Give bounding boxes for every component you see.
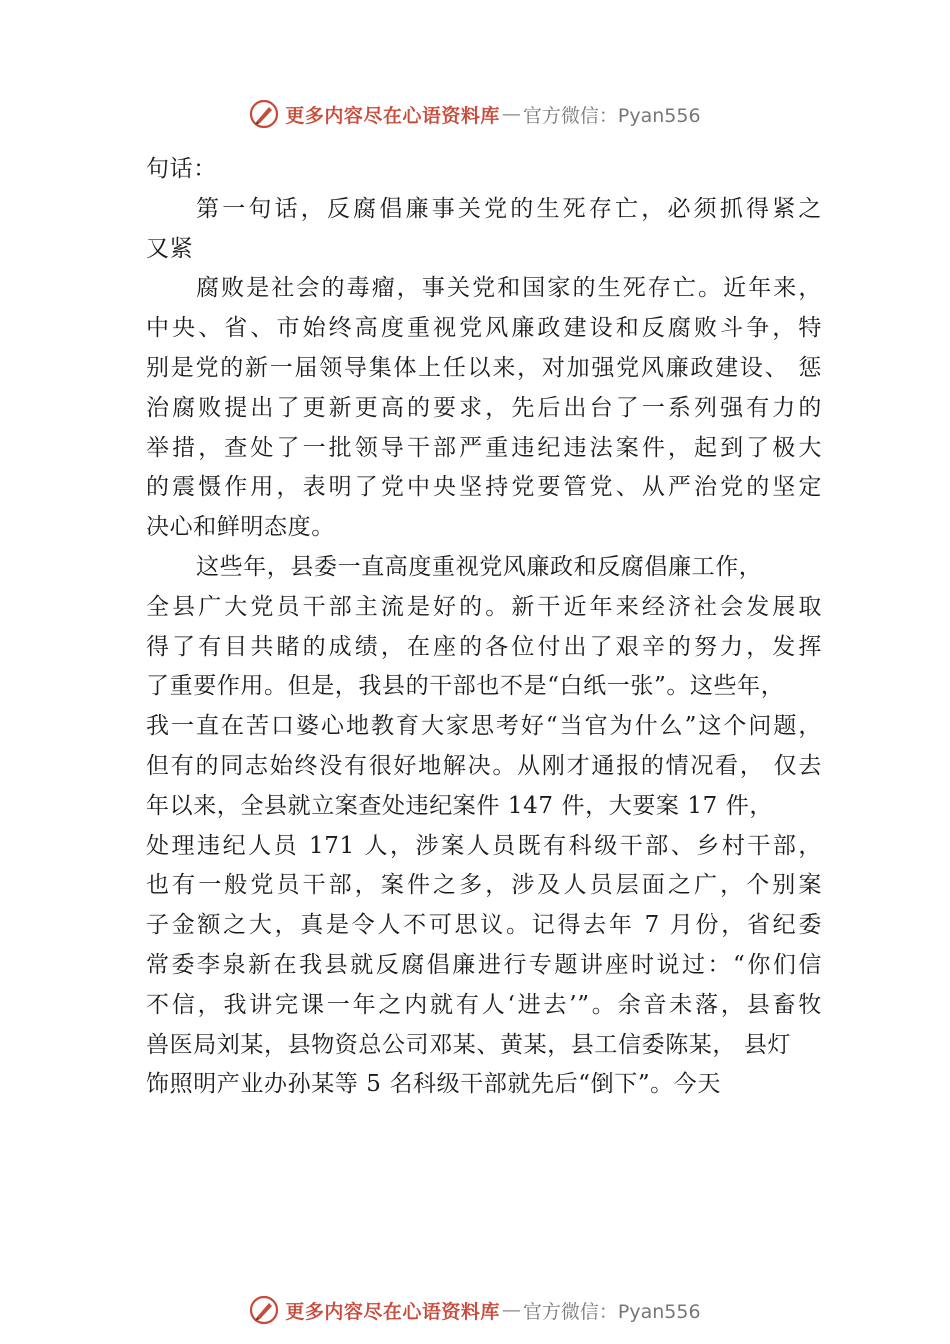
text-line: 也有一般党员干部，案件之多，涉及人员层面之广，个别案 bbox=[146, 872, 822, 899]
watermark-official-text: 官方微信：Pyan556 bbox=[522, 1300, 701, 1323]
text-line: 了重要作用。但是，我县的干部也不是“白纸一张”。这些年， bbox=[146, 673, 785, 700]
text-line: 全县广大党员干部主流是好的。新干近年来经济社会发展取 bbox=[146, 593, 822, 620]
text-line: 中央、省、市始终高度重视党风廉政建设和反腐败斗争，特 bbox=[146, 315, 822, 342]
text-line: 决心和鲜明态度。 bbox=[146, 514, 335, 541]
text-line: 我一直在苦口婆心地教育大家思考好“当官为什么”这个问题， bbox=[146, 713, 822, 740]
watermark-brand-text: 更多内容尽在心语资料库 bbox=[285, 104, 500, 127]
watermark-official-text: 官方微信：Pyan556 bbox=[522, 104, 701, 127]
text-line: 处理违纪人员 171 人，涉案人员既有科级干部、乡村干部， bbox=[146, 832, 822, 859]
footer-watermark bbox=[0, 1292, 950, 1328]
quill-pen-logo-icon bbox=[249, 99, 279, 129]
quill-pen-logo-icon bbox=[249, 1295, 279, 1325]
watermark-brand-text: 更多内容尽在心语资料库 bbox=[285, 1300, 500, 1323]
header-watermark bbox=[0, 96, 950, 132]
text-line: 别是党的新一届领导集体上任以来，对加强党风廉政建设、 惩 bbox=[146, 354, 822, 381]
watermark-dash: — bbox=[501, 103, 521, 125]
text-line: 的震慑作用，表明了党中央坚持党要管党、从严治党的坚定 bbox=[146, 474, 822, 501]
text-line: 举措，查处了一批领导干部严重违纪违法案件，起到了极大 bbox=[146, 434, 822, 461]
text-line: 但有的同志始终没有很好地解决。从刚才通报的情况看， 仅去 bbox=[146, 752, 822, 779]
text-line: 这些年，县委一直高度重视党风廉政和反腐倡廉工作， bbox=[196, 553, 763, 580]
text-line: 腐败是社会的毒瘤，事关党和国家的生死存亡。近年来， bbox=[196, 275, 822, 302]
text-line: 饰照明产业办孙某等 5 名科级干部就先后“倒下”。今天 bbox=[146, 1071, 721, 1098]
text-line: 句话： bbox=[146, 156, 217, 182]
text-line: 年以来，全县就立案查处违纪案件 147 件，大要案 17 件， bbox=[146, 792, 774, 819]
text-line: 不信，我讲完课一年之内就有人‘进去’”。余音未落，县畜牧 bbox=[146, 991, 822, 1018]
watermark-dash: — bbox=[501, 1299, 521, 1321]
text-line: 得了有目共睹的成绩，在座的各位付出了艰辛的努力，发挥 bbox=[146, 633, 822, 660]
document-body bbox=[146, 150, 822, 1105]
text-line: 兽医局刘某，县物资总公司邓某、黄某，县工信委陈某， 县灯 bbox=[146, 1031, 792, 1058]
text-line: 常委李泉新在我县就反腐倡廉进行专题讲座时说过：“你们信 bbox=[146, 951, 822, 978]
text-line: 子金额之大，真是令人不可思议。记得去年 7 月份，省纪委 bbox=[146, 912, 822, 939]
text-line: 第一句话，反腐倡廉事关党的生死存亡，必须抓得紧之 bbox=[196, 195, 822, 222]
text-line: 又紧 bbox=[146, 235, 194, 262]
text-line: 治腐败提出了更新更高的要求，先后出台了一系列强有力的 bbox=[146, 394, 822, 421]
